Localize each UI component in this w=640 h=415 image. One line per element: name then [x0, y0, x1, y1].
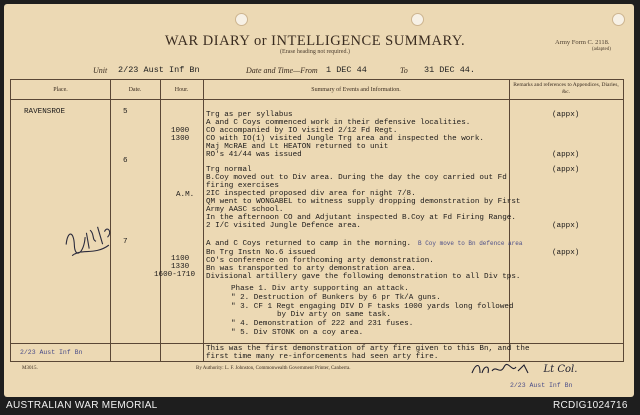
- summary-line: " 5. Div STONK on a coy area.: [231, 329, 364, 337]
- footnote-code: M3015.: [22, 366, 38, 371]
- row-divider: [11, 343, 623, 344]
- unit-value: 2/23 Aust Inf Bn: [118, 65, 200, 75]
- hour-entry: 1330: [171, 263, 190, 271]
- date-entry: 6: [123, 157, 128, 165]
- appendix-ref: (appx): [552, 249, 580, 257]
- signature: [470, 361, 577, 377]
- summary-line: Bn Trg Instn No.6 issued: [206, 249, 316, 257]
- appendix-ref: (appx): [552, 111, 580, 119]
- summary-line: Trg as per syllabus: [206, 111, 293, 119]
- hour-entry: A.M.: [176, 191, 195, 199]
- unit-stamp: 2/23 Aust Inf Bn: [510, 382, 573, 389]
- form-subtitle: (Erase heading not required.): [280, 49, 350, 55]
- form-adapted-note: (adapted): [592, 47, 611, 52]
- archive-name: AUSTRALIAN WAR MEMORIAL: [6, 400, 158, 411]
- summary-line: A and C Coys returned to camp in the morning.: [206, 240, 412, 248]
- column-header-remarks: Remarks and references to Appendices, Diaries, &c.: [513, 82, 619, 95]
- summary-line: QM went to WONGABEL to witness supply dropping demonstration by First: [206, 198, 521, 206]
- form-title: WAR DIARY or INTELLIGENCE SUMMARY.: [164, 33, 466, 49]
- column-header-hour: Hour.: [174, 87, 189, 93]
- punch-hole: [612, 13, 625, 26]
- unit-stamp: 2/23 Aust Inf Bn: [20, 349, 83, 356]
- column-header-summary: Summary of Events and Information.: [311, 87, 401, 93]
- punch-hole: [411, 13, 424, 26]
- summary-line: Maj McRAE and Lt HEATON returned to unit: [206, 143, 389, 151]
- summary-line: " 3. CF 1 Regt engaging DIV D F tasks 1000 yards long followed: [231, 303, 514, 311]
- scribble-icon: [58, 213, 125, 267]
- summary-line: A and C Coys commenced work in their defensive localities.: [206, 119, 471, 127]
- summary-line: B.Coy moved out to Div area. During the day the coy carried out Fd: [206, 174, 507, 182]
- summary-line: Divisional artillery gave the following demonstration to all Div tps.: [206, 273, 521, 281]
- hour-entry: 1000: [171, 127, 190, 135]
- summary-line: This was the first demonstration of arty fire given to this Bn, and the: [206, 345, 530, 353]
- summary-line: In the afternoon CO and Adjutant inspected B.Coy at Fd Firing Range.: [206, 214, 516, 222]
- handwritten-annotation: B Coy move to Bn defence area: [418, 240, 523, 247]
- summary-line: CO accompanied by IO visited 2/12 Fd Regt.: [206, 127, 398, 135]
- date-entry: 7: [123, 238, 128, 246]
- hour-entry: 1600-1710: [154, 271, 196, 279]
- appendix-ref: (appx): [552, 222, 580, 230]
- date-from-value: 1 DEC 44: [326, 65, 367, 75]
- summary-line: CO's conference on forthcoming arty demonstration.: [206, 257, 434, 265]
- date-to-label: To: [400, 66, 408, 75]
- summary-line: first time many re-inforcements had seen arty fire.: [206, 353, 439, 361]
- date-entry: 5: [123, 108, 128, 116]
- summary-line: CO with IO(1) visited Jungle Trg area and inspected the work.: [206, 135, 484, 143]
- hour-entry: 1100: [171, 255, 190, 263]
- summary-line: by Div arty on same task.: [277, 311, 391, 319]
- summary-line: " 4. Demonstration of 222 and 231 fuses.: [231, 320, 414, 328]
- punch-hole: [235, 13, 248, 26]
- summary-line: 2 I/C visited Jungle Defence area.: [206, 222, 361, 230]
- summary-line: Trg normal: [206, 166, 252, 174]
- printer-note: By Authority: L. F. Johnston, Commonwealth Government Printer, Canberra.: [196, 366, 351, 371]
- summary-line: 2IC inspected proposed div area for night 7/8.: [206, 190, 416, 198]
- archive-footer: [0, 398, 640, 415]
- header-divider: [11, 99, 623, 100]
- unit-label: Unit: [93, 66, 108, 75]
- summary-line: Bn was transported to arty demonstration area.: [206, 265, 416, 273]
- summary-line: RO's 41/44 was issued: [206, 151, 302, 159]
- summary-line: " 2. Destruction of Bunkers by 6 pr Tk/A guns.: [231, 294, 441, 302]
- column-header-date: Date.: [128, 87, 142, 93]
- column-divider: [160, 80, 161, 361]
- column-divider: [203, 80, 204, 361]
- summary-line: firing exercises: [206, 182, 279, 190]
- date-to-value: 31 DEC 44.: [424, 65, 476, 75]
- appendix-ref: (appx): [552, 151, 580, 159]
- appendix-ref: (appx): [552, 166, 580, 174]
- column-header-place: Place.: [53, 87, 68, 93]
- summary-line: Phase 1. Div arty supporting an attack.: [231, 285, 409, 293]
- signature-rank: Lt Col.: [543, 364, 578, 375]
- summary-line: Army AASC school.: [206, 206, 284, 214]
- hour-entry: 1300: [171, 135, 190, 143]
- form-number: Army Form C. 2118.: [555, 39, 610, 46]
- archive-id: RCDIG1024716: [553, 400, 628, 411]
- date-from-label: Date and Time—From: [246, 66, 318, 75]
- place-entry: RAVENSROE: [24, 108, 66, 116]
- signature-scrawl-icon: [470, 361, 540, 377]
